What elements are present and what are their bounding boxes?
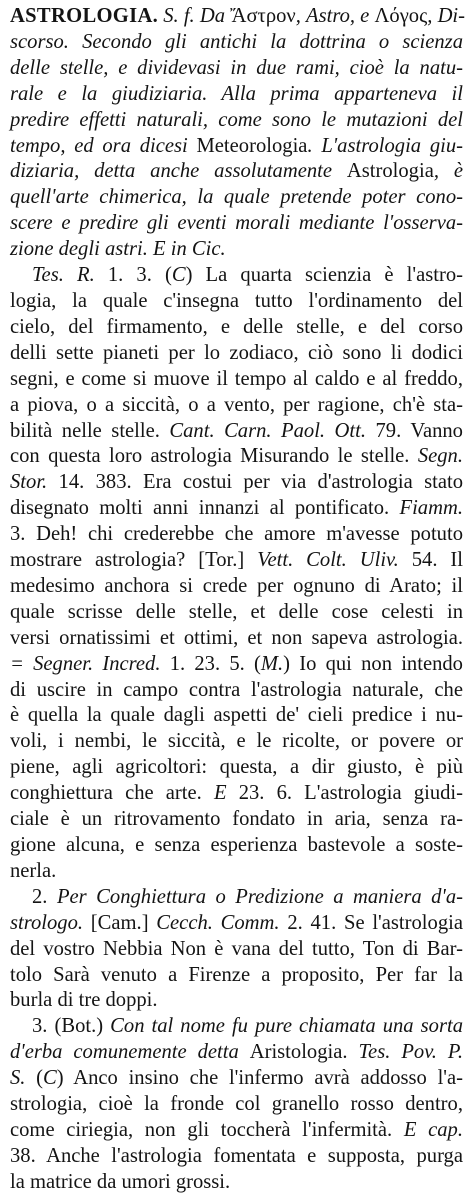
roman-run: burla di tre doppi. — [10, 989, 158, 1012]
roman-run: 3. (Bot.) — [32, 1015, 111, 1038]
roman-run: [Cam.] — [83, 911, 157, 934]
text-line — [10, 600, 463, 626]
roman-run: Meteorologia — [196, 134, 308, 157]
italic-run: Tes. Pov. P. — [358, 1041, 463, 1064]
roman-run: voli, i nembi, le siccità, e le ricolte, or povere or — [10, 730, 463, 753]
roman-run: 1. 3. ( — [94, 264, 172, 287]
italic-run: scorso. Secondo gli antichi la dottrina o scienza — [10, 30, 463, 53]
roman-run: Ἄστρον — [230, 5, 296, 27]
roman-run: la matrice da umori grossi. — [10, 1170, 231, 1193]
roman-run: 38. Anche l'astrologia fomentata e supposta, purga — [10, 1144, 463, 1167]
sense-3 — [10, 1014, 463, 1195]
roman-run: ) Io qui non intendo — [283, 652, 463, 675]
text-line — [10, 367, 463, 393]
italic-run: Fiamm. — [399, 497, 463, 520]
roman-run: versi ornatissimi et ottimi, et non sapeva astrologia. — [10, 626, 463, 649]
roman-run: 3. Deh! chi crederebbe che amore m'avesse potuto — [10, 523, 463, 546]
text-line — [10, 703, 463, 729]
text-line — [10, 522, 463, 548]
italic-run: E cap. — [403, 1118, 463, 1141]
roman-run: ( — [25, 1067, 44, 1090]
entry-definition — [10, 4, 466, 263]
text-line — [10, 859, 463, 885]
text-line — [10, 496, 463, 522]
text-line — [10, 937, 463, 963]
roman-run: strologia, cioè la fronde col granello rosso dentro, — [10, 1093, 463, 1116]
roman-run: 2. — [32, 885, 57, 908]
text-line — [10, 626, 463, 652]
text-line — [10, 1014, 463, 1040]
roman-run: ) La quarta scienzia è l'astro- — [185, 264, 463, 287]
roman-run: è quella la quale dagli aspetti de' cieli predice i nu- — [10, 704, 463, 727]
roman-run: 2. 41. Se l'astrologia — [279, 911, 463, 934]
italic-run: Con tal nome fu pure chiamata una sorta — [110, 1015, 463, 1038]
roman-run: a piova, o a siccità, o a vento, per ragione, ch'è sta- — [10, 393, 463, 416]
italic-run: Per Conghiettura o Predizione a maniera d'a- — [56, 885, 463, 908]
text-line — [10, 548, 463, 574]
roman-run: medesimo anchora si crede per ognuno di Arato; il — [10, 574, 463, 597]
text-line — [10, 4, 466, 30]
italic-run: Cant. Carn. Paol. Ott. — [169, 419, 367, 442]
roman-run: mostrare astrologia? [Tor.] — [10, 549, 258, 572]
text-line — [10, 237, 463, 263]
roman-run: 54. Il — [398, 549, 463, 572]
italic-run: Tes. R. — [32, 264, 95, 287]
roman-run: disegnato molti anni innanzi al pontificato. — [10, 497, 400, 520]
italic-run: C — [43, 1067, 57, 1090]
roman-run: cielo, del firmamento, e delle stelle, e del corso — [10, 315, 463, 338]
text-line — [10, 56, 463, 82]
roman-run: Aristologia. — [249, 1041, 359, 1064]
italic-run: delle stelle, e dividevasi in due rami, cioè la natu- — [10, 56, 463, 79]
text-line — [10, 729, 463, 755]
text-line — [10, 1066, 463, 1092]
text-line — [10, 82, 463, 108]
text-line — [10, 444, 463, 470]
text-line — [10, 911, 463, 937]
italic-run: Stor. — [10, 471, 48, 494]
text-line — [10, 781, 463, 807]
headword: ASTROLOGIA. — [10, 5, 159, 27]
text-line — [10, 833, 463, 859]
text-line — [10, 652, 463, 678]
text-line — [10, 289, 463, 315]
italic-run: zione degli astri. E in Cic. — [10, 238, 226, 261]
roman-run: piene, agli agricoltori: questa, a dir giusto, è più — [10, 756, 463, 779]
roman-run: del vostro Nebbia Non è vana del tutto, Ton di Bar- — [10, 937, 463, 960]
citations-block — [10, 263, 463, 885]
italic-run: predire effetti naturali, come sono le mutazioni del — [10, 108, 463, 131]
italic-run: rale e la giudiziaria. Alla prima apparteneva il — [10, 82, 463, 105]
italic-run: E — [213, 782, 227, 805]
roman-run: gione alcuna, e senza esperienza bastevole a soste- — [10, 834, 463, 856]
text-line — [10, 755, 463, 781]
text-line — [10, 807, 463, 833]
roman-run: Astrologia — [346, 160, 434, 183]
roman-run: Λόγος — [374, 5, 428, 27]
roman-run: con questa loro astrologia Misurando le stelle. — [10, 445, 418, 468]
roman-run: quale scrisse delle stelle, et delle cose celesti in — [10, 600, 463, 623]
italic-run: M. — [260, 652, 284, 675]
italic-run: Vett. Colt. Uliv. — [257, 549, 399, 572]
italic-run: tempo, ed ora dicesi — [10, 134, 197, 157]
text-line — [10, 30, 463, 56]
roman-run: 1. 23. 5. ( — [160, 652, 261, 675]
text-line — [10, 263, 463, 289]
roman-run: segni, e come si muove il tempo al caldo e al freddo, — [10, 367, 463, 390]
roman-run: di uscire in campo contra l'astrologia naturale, che — [10, 678, 463, 701]
text-line — [10, 574, 463, 600]
italic-run: strologo. — [10, 911, 84, 934]
italic-run: diziaria, detta anche assolutamente — [10, 160, 347, 183]
text-line — [10, 963, 463, 989]
text-line — [10, 159, 463, 185]
italic-run: d'erba comunemente detta — [10, 1041, 250, 1064]
roman-run: 14. 383. Era costui per via d'astrologia stato — [47, 471, 463, 494]
italic-run: , è — [433, 160, 463, 183]
text-line — [10, 393, 463, 419]
text-line — [10, 134, 463, 160]
text-line — [10, 185, 463, 211]
text-line — [10, 108, 463, 134]
roman-run: nerla. — [10, 859, 57, 882]
italic-run: S. — [10, 1067, 26, 1090]
text-line — [10, 1170, 463, 1196]
roman-run: 23. 6. L'astrologia giudi- — [226, 782, 463, 805]
roman-run: logia, la quale c'insegna tutto l'ordinamento del — [10, 289, 463, 312]
italic-run: = Segner. Incred. — [10, 652, 161, 675]
text-line — [10, 419, 463, 445]
roman-run: tolo Sarà venuto a Firenze a proposito, Per far la — [10, 963, 463, 986]
roman-run: conghiettura che arte. — [10, 782, 214, 805]
roman-run: ) Anco insino che l'infermo avrà addosso l'a- — [56, 1067, 463, 1090]
roman-run: 79. Vanno — [366, 419, 463, 442]
italic-run: C — [171, 264, 186, 287]
text-line — [10, 678, 463, 704]
text-line — [10, 341, 463, 367]
text-line — [10, 1118, 463, 1144]
italic-run: . L'astrologia giu- — [307, 134, 463, 157]
italic-run: Cecch. Comm. — [156, 911, 280, 934]
text-line — [10, 885, 463, 911]
italic-run: , Di- — [427, 5, 466, 27]
text-line — [10, 1092, 463, 1118]
text-line — [10, 1040, 463, 1066]
roman-run: come ciriegia, non gli toccherà l'infermità. — [10, 1118, 404, 1141]
roman-run: delli sette pianeti per lo zodiaco, ciò sono li dodici — [10, 341, 463, 364]
text-line — [10, 1144, 463, 1170]
italic-run: Segn. — [417, 445, 463, 468]
roman-run: ciale è un ritrovamento fondato in aria, senza ra- — [10, 808, 463, 831]
roman-run: bilità nelle stelle. — [10, 419, 170, 442]
text-line — [10, 211, 463, 237]
sense-2 — [10, 885, 463, 1015]
line-body — [158, 5, 465, 27]
italic-run: quell'arte chimerica, la quale pretende poter cono- — [10, 186, 463, 209]
text-line — [10, 988, 463, 1014]
italic-run: S. f. Da — [163, 5, 231, 27]
text-line — [10, 470, 463, 496]
italic-run: , Astro, e — [295, 5, 375, 27]
text-line — [10, 315, 463, 341]
italic-run: scere e predire gli eventi morali mediante l'osserva- — [10, 212, 463, 235]
